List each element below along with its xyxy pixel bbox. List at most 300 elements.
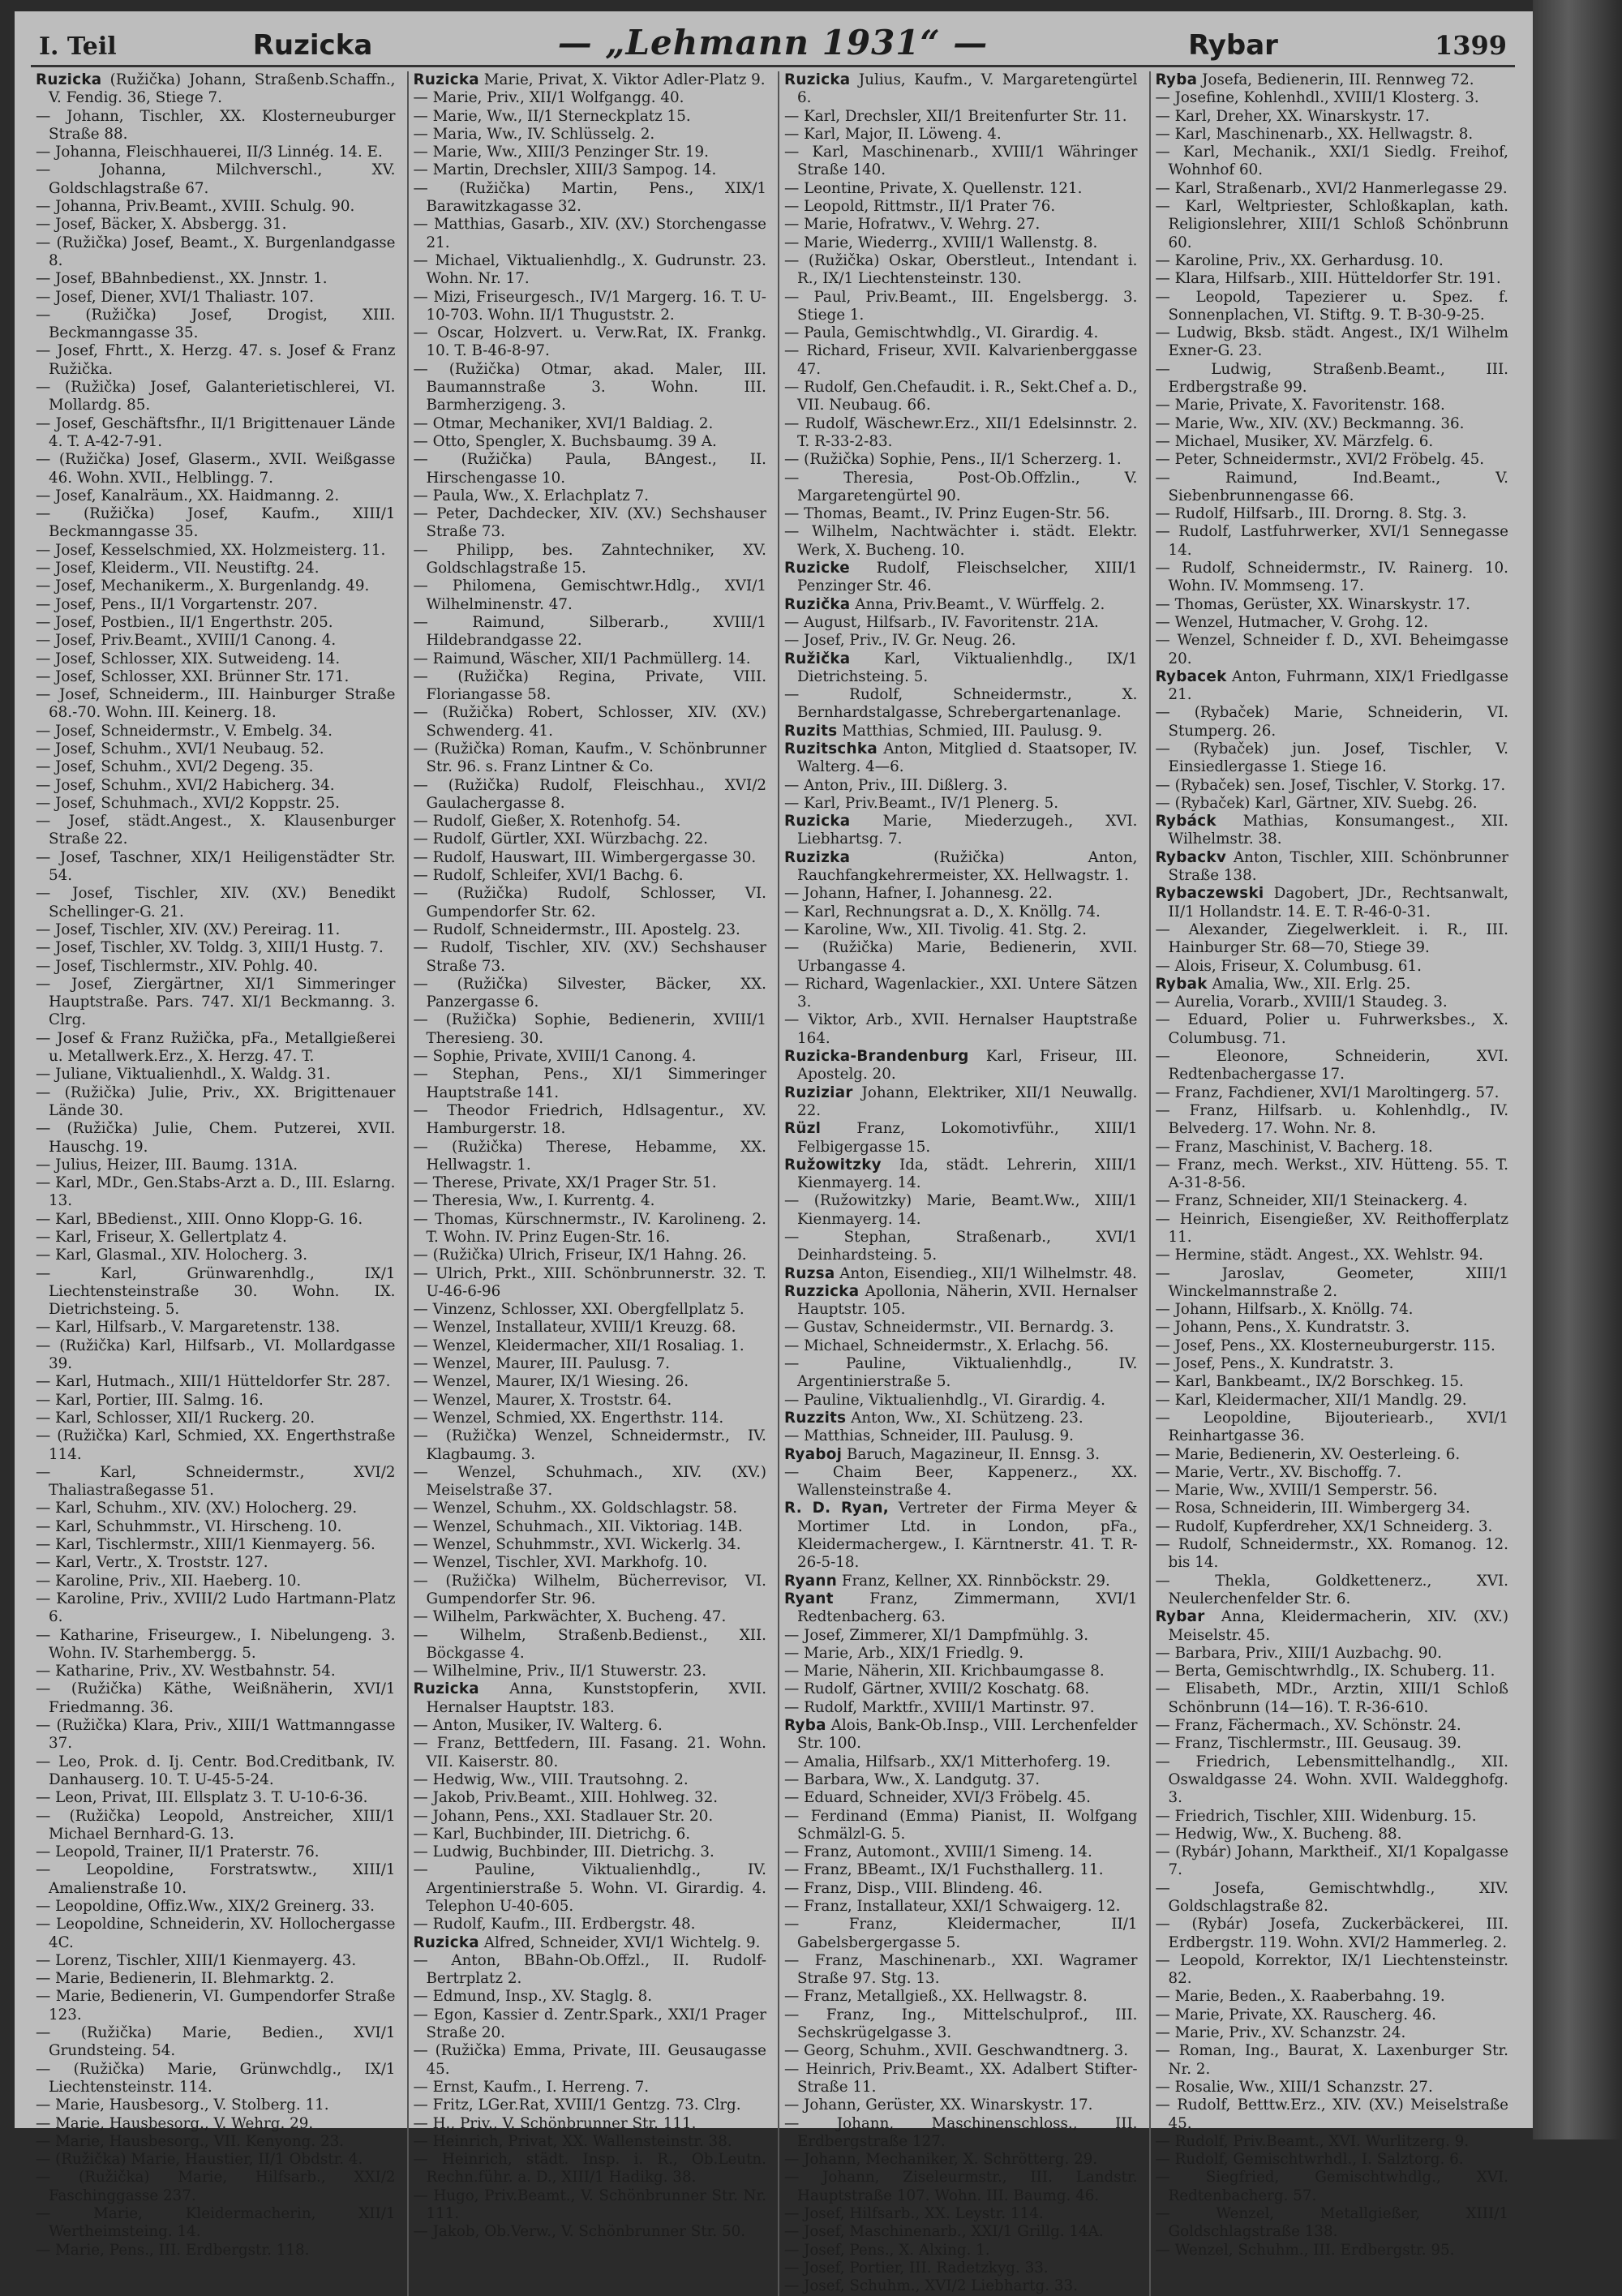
entry-text: — Rudolf, Kaufm., III. Erdbergstr. 48. — [413, 1916, 696, 1933]
entry-text: — Michael, Musiker, XV. Märzfelg. 6. — [1155, 432, 1434, 450]
entry-surname: Ruziziar — [784, 1084, 853, 1101]
entry-text: — Wenzel, Maurer, III. Paulusg. 7. — [413, 1355, 670, 1373]
entry-surname: Ruzicka-Brandenburg — [784, 1048, 969, 1066]
entry-text: — August, Hilfsarb., IV. Favoritenstr. 21A. — [784, 613, 1099, 631]
directory-entry — [36, 632, 396, 650]
entry-text: — Rudolf, Schneidermstr., III. Apostelg. 23. — [413, 921, 740, 938]
directory-entry — [36, 1229, 396, 1247]
directory-entry — [784, 921, 1138, 939]
directory-entry — [36, 342, 396, 379]
entry-text: — Karl, Bankbeamt., IX/2 Borschkeg. 15. — [1155, 1373, 1464, 1391]
entry-text: — Marie, Ww., II/1 Sterneckplatz 15. — [413, 107, 691, 125]
directory-entry — [1156, 1048, 1509, 1084]
directory-entry — [784, 1120, 1138, 1157]
entry-text: — Marie, Priv., XII/1 Wolfgangg. 40. — [413, 89, 684, 107]
entry-text: — Leopoldine, Schneiderin, XV. Hollochergasse 4C. — [36, 1916, 396, 1951]
entry-text: — Marie, Ww., XVIII/1 Semperstr. 56. — [1155, 1482, 1438, 1500]
entry-text: — Stephan, Straßenarb., XVI/1 Deinhardsteing. 5. — [784, 1229, 1138, 1264]
entry-text: — Peter, Dachdecker, XIV. (XV.) Sechshauser Straße 73. — [413, 505, 766, 541]
entry-text: — Josef, Tischler, XV. Toldg. 3, XIII/1 Hustg. 7. — [36, 939, 384, 957]
directory-entry — [1156, 2006, 1509, 2024]
directory-entry — [414, 704, 767, 740]
directory-entry — [414, 126, 767, 144]
entry-surname: Ryba — [1155, 71, 1198, 88]
entry-text: — Vinzenz, Schlosser, XXI. Obergfellplatz 5. — [413, 1301, 744, 1319]
directory-entry — [414, 1337, 767, 1355]
directory-entry — [1156, 1608, 1509, 1645]
directory-entry — [784, 939, 1138, 976]
entry-text: — Philipp, bes. Zahntechniker, XV. Goldschlagstraße 15. — [413, 541, 766, 577]
entry-text: — Ludwig, Straßenb.Beamt., III. Erdbergstraße 99. — [1155, 360, 1508, 397]
directory-entry — [1156, 470, 1509, 506]
entry-text: Baruch, Magazineur, II. Ennsg. 3. — [847, 1445, 1101, 1463]
directory-entry — [1156, 433, 1509, 451]
entry-text: Ida, städt. Lehrerin, XIII/1 Kienmayerg. 14. — [797, 1156, 1138, 1192]
entry-text: — Wenzel, Schneider f. D., XVI. Beheimgasse 20. — [1155, 632, 1508, 667]
entry-text: — Johann, Pens., X. Kundratstr. 3. — [1155, 1319, 1410, 1337]
entry-text: Amalia, Ww., XII. Erlg. 25. — [1212, 975, 1411, 993]
directory-entry — [784, 415, 1138, 452]
entry-text: — (Ružička) Josef, Galanterietischlerei, VI. Mollardg. 85. — [36, 379, 396, 414]
directory-entry — [1156, 1139, 1509, 1157]
directory-entry — [1156, 1916, 1509, 1952]
directory-entry — [36, 1590, 396, 1627]
directory-entry — [784, 885, 1138, 903]
entry-text: — (Ružička) Marie, Bedien., XVI/1 Grundsteing. 54. — [36, 2024, 396, 2060]
directory-entry — [784, 1048, 1138, 1084]
entry-text: — Josef, Portier, III. Radetzkyg. 33. — [784, 2259, 1049, 2277]
entry-text: — Leon, Privat, III. Ellsplatz 3. T. U-10-6-36. — [36, 1789, 368, 1807]
directory-entry — [414, 433, 767, 451]
directory-entry — [36, 885, 396, 921]
entry-text: — Karl, Tischlermstr., XIII/1 Kienmayerg. 56. — [36, 1536, 375, 1554]
entry-text: — Karl, Schneidermstr., XVI/2 Thaliastraßegasse 51. — [36, 1463, 396, 1500]
entry-text: Apollonia, Näherin, XVII. Hernalser Hauptstr. 105. — [797, 1282, 1138, 1319]
directory-entry — [414, 2006, 767, 2043]
directory-entry — [1156, 324, 1509, 361]
entry-text: — Marie, Bedienerin, II. Blehmarktg. 2. — [36, 1970, 335, 1988]
entry-text: — Franz, Fachdiener, XVI/1 Maroltingerg. 57. — [1155, 1084, 1500, 1101]
entry-text: — Karl, Mechanik., XXI/1 Siedlg. Freihof, Wohnhof 60. — [1155, 144, 1508, 179]
entry-text: — (Ružička) Wenzel, Schneidermstr., IV. Klagbaumg. 3. — [413, 1427, 766, 1463]
directory-entry — [1156, 2096, 1509, 2133]
directory-entry — [1156, 1211, 1509, 1247]
directory-entry — [1156, 1753, 1509, 1808]
directory-entry — [1156, 1680, 1509, 1717]
directory-entry — [784, 252, 1138, 289]
directory-entry — [1156, 596, 1509, 614]
entry-text: — Raimund, Wäscher, XII/1 Pachmüllerg. 14. — [413, 650, 751, 667]
entry-text: — Gustav, Schneidermstr., VII. Bernardg. 3. — [784, 1319, 1114, 1337]
entry-text: — Wenzel, Schuhm., III. Erdbergstr. 95. — [1155, 2241, 1455, 2259]
entry-text: — (Ružička) Rudolf, Schlosser, VI. Gumpendorfer Str. 62. — [413, 885, 766, 921]
entry-text: — Franz, Automont., XVIII/1 Simeng. 14. — [784, 1843, 1092, 1861]
entry-text: — Wenzel, Hutmacher, V. Grohg. 12. — [1155, 613, 1429, 631]
directory-entry — [784, 180, 1138, 198]
directory-entry — [36, 2169, 396, 2205]
directory-entry — [414, 1554, 767, 1572]
entry-text: — Josef, Priv.Beamt., XVIII/1 Canong. 4. — [36, 632, 337, 650]
directory-entry — [784, 2223, 1138, 2241]
entry-text: — (Ružička) Marie, Hilfsarb., XXI/2 Faschinggasse 237. — [36, 2169, 396, 2204]
directory-entry — [414, 1301, 767, 1319]
entry-surname: Rüzl — [784, 1120, 822, 1138]
entry-text: — Marie, Private, XX. Rauscherg. 46. — [1155, 2006, 1436, 2023]
entry-text: Rudolf, Fleischselcher, XIII/1 Penzinger Str. 46. — [797, 560, 1138, 595]
directory-entry — [1156, 144, 1509, 180]
directory-entry — [36, 1247, 396, 1264]
entry-text: — Rudolf, Priv.Beamt., XVI. Wurlitzerg. 9. — [1155, 2132, 1470, 2150]
directory-entry — [784, 1680, 1138, 1698]
directory-entry — [1156, 958, 1509, 976]
entry-text: Anton, Mitglied d. Staatsoper, IV. Walterg. 4—6. — [797, 740, 1138, 776]
directory-entry — [36, 1120, 396, 1157]
entry-text: — Ulrich, Prkt., XIII. Schönbrunnerstr. 32. T. U-46-6-96 — [413, 1264, 766, 1300]
directory-entry — [784, 1843, 1138, 1861]
entry-text: — Karl, Schuhm., XIV. (XV.) Holocherg. 29. — [36, 1500, 358, 1517]
directory-entry — [1156, 1843, 1509, 1880]
entry-text: Franz, Lokomotivführ., XIII/1 Felbigergasse 15. — [797, 1120, 1138, 1156]
entry-text: — (Ružička) Wilhelm, Bücherrevisor, VI. Gumpendorfer Str. 96. — [413, 1572, 766, 1607]
entry-text: — Franz, Fächermach., XV. Schönstr. 24. — [1155, 1717, 1461, 1735]
directory-entry — [414, 1735, 767, 1771]
entry-text: — Marie, Näherin, XII. Krichbaumgasse 8. — [784, 1663, 1105, 1680]
entry-text: — Jaroslav, Geometer, XIII/1 Winckelmannstraße 2. — [1155, 1264, 1508, 1300]
entry-surname: Ruzicka — [36, 71, 102, 88]
directory-entry — [414, 1717, 767, 1735]
directory-entry — [784, 126, 1138, 144]
directory-entry — [1156, 126, 1509, 144]
entry-text: — Wenzel, Schuhmach., XIV. (XV.) Meiselstraße 37. — [413, 1463, 766, 1500]
directory-entry — [414, 1373, 767, 1391]
directory-entry — [784, 2096, 1138, 2114]
entry-text: — Marie, Ww., XIII/3 Penzinger Str. 19. — [413, 144, 709, 161]
directory-entry — [414, 361, 767, 415]
entry-text: — Franz, mech. Werkst., XIV. Hütteng. 55. T. A-31-8-56. — [1155, 1156, 1508, 1192]
directory-entry — [36, 668, 396, 686]
directory-entry — [784, 1898, 1138, 1916]
entry-text: — (Rybaček) jun. Josef, Tischler, V. Einsiedlergasse 1. Stiege 16. — [1155, 740, 1508, 776]
directory-entry — [1156, 2205, 1509, 2242]
entry-text: — Wilhelm, Parkwächter, X. Bucheng. 47. — [413, 1608, 727, 1626]
directory-entry — [36, 71, 396, 108]
entry-text: — (Ružička) Josef, Kaufm., XIII/1 Beckmanngasse 35. — [36, 505, 396, 541]
directory-entry — [1156, 1717, 1509, 1735]
directory-entry — [414, 1518, 767, 1536]
directory-entry — [414, 1789, 767, 1807]
column-4 — [1149, 71, 1509, 2296]
entry-text: — H., Priv., V. Schönbrunner Str. 111. — [413, 2114, 697, 2132]
entry-text: — (Ružička) Julie, Chem. Putzerei, XVII. Hauschg. 19. — [36, 1120, 396, 1156]
entry-text: — Josef, Ziergärtner, XI/1 Simmeringer Hauptstraße. Pars. 747. XI/1 Beckmanng. 3. Clrg. — [36, 975, 396, 1029]
entry-text: — (Ružička) Oskar, Oberstleut., Intendant i. R., IX/1 Liechtensteinstr. 130. — [784, 251, 1138, 288]
entry-text: — Paula, Gemischtwhdlg., VI. Girardig. 4. — [784, 324, 1099, 342]
entry-text: — Josef, Geschäftsfhr., II/1 Brigittenauer Lände 4. T. A-42-7-91. — [36, 414, 396, 450]
directory-entry — [414, 1861, 767, 1916]
entry-text: — Egon, Kassier d. Zentr.Spark., XXI/1 Prager Straße 20. — [413, 2006, 766, 2042]
entry-text: — Johanna, Priv.Beamt., XVIII. Schulg. 90. — [36, 198, 355, 216]
entry-text: — Paul, Priv.Beamt., III. Engelsbergg. 3. Stiege 1. — [784, 288, 1138, 324]
entry-text: — Karl, Major, II. Löweng. 4. — [784, 125, 1002, 143]
entry-surname: Ruzicka — [784, 71, 851, 88]
entry-text: — Alois, Friseur, X. Columbusg. 61. — [1155, 957, 1422, 975]
directory-entry — [414, 830, 767, 848]
entry-text: — Barbara, Priv., XIII/1 Auzbachg. 90. — [1155, 1644, 1442, 1662]
directory-entry — [414, 1192, 767, 1210]
entry-text: — Johanna, Milchverschl., XV. Goldschlagstraße 67. — [36, 161, 396, 197]
directory-entry — [784, 2061, 1138, 2097]
entry-text: — Marie, Pens., III. Erdbergstr. 118. — [36, 2241, 310, 2259]
directory-entry — [414, 1663, 767, 1680]
directory-entry — [784, 1265, 1138, 1283]
entry-surname: Ružowitzky — [784, 1156, 882, 1174]
entry-text: — Raimund, Ind.Beamt., V. Siebenbrunnengasse 66. — [1155, 469, 1508, 504]
directory-entry — [784, 1627, 1138, 1645]
entry-text: — Marie, Hausbesorg., VII. Kenyong. 23. — [36, 2132, 345, 2150]
directory-entry — [784, 2115, 1138, 2152]
directory-entry — [414, 777, 767, 813]
entry-text: — Wilhelm, Straßenb.Bedienst., XII. Böckgasse 4. — [413, 1626, 766, 1662]
entry-text: — Rosa, Schneiderin, III. Wimbergerg 34. — [1155, 1500, 1470, 1517]
directory-entry — [1156, 1301, 1509, 1319]
directory-entry — [1156, 1808, 1509, 1826]
entry-text: — Josef, Kanalräum., XX. Haidmanng. 2. — [36, 487, 340, 504]
directory-entry — [1156, 1011, 1509, 1048]
directory-entry — [36, 758, 396, 776]
entry-text: — Rudolf, Wäschewr.Erz., XII/1 Edelsinnstr. 2. T. R-33-2-83. — [784, 414, 1138, 450]
entry-text: — Matthias, Schneider, III. Paulusg. 9. — [784, 1427, 1074, 1445]
directory-entry — [36, 2096, 396, 2114]
entry-text: — Wenzel, Maurer, IX/1 Wiesing. 26. — [413, 1373, 689, 1391]
entry-text: — Karl, Weltpriester, Schloßkaplan, kath. Religionslehrer, XIII/1 Schloß Schönbrunn 60. — [1155, 198, 1508, 251]
directory-entry — [1156, 1247, 1509, 1264]
directory-entry — [36, 596, 396, 614]
directory-entry — [414, 1427, 767, 1464]
directory-entry — [1156, 704, 1509, 740]
directory-entry — [1156, 849, 1509, 886]
directory-entry — [784, 1084, 1138, 1121]
directory-entry — [784, 1808, 1138, 1844]
entry-surname: Ryaboj — [784, 1445, 843, 1463]
directory-entry — [36, 1573, 396, 1590]
directory-entry — [784, 523, 1138, 560]
entry-text: Anna, Kleidermacherin, XIV. (XV.) Meiselstr. 45. — [1168, 1608, 1508, 1644]
directory-entry — [784, 342, 1138, 379]
entry-text: — Josef, Tischler, XIV. (XV.) Benedikt Schellinger-G. 21. — [36, 885, 396, 921]
entry-text: — (Ružička) Regina, Private, VIII. Floriangasse 58. — [413, 667, 766, 704]
entry-text: — (Ružička) Therese, Hebamme, XX. Hellwagstr. 1. — [413, 1138, 766, 1174]
directory-entry — [784, 795, 1138, 813]
directory-entry — [1156, 885, 1509, 921]
directory-entry — [784, 1988, 1138, 2006]
entry-text: — Karl, Grünwarenhdlg., IX/1 Liechtensteinstraße 30. Wohn. IX. Dietrichsteing. 5. — [36, 1264, 396, 1319]
entry-text: — Leopold, Rittmstr., II/1 Prater 76. — [784, 198, 1056, 216]
entry-text: — Heinrich, Privat, XX. Wallensteinstr. 38. — [413, 2132, 732, 2150]
entry-text: — Heinrich, Priv.Beamt., XX. Adalbert Stifter-Straße 11. — [784, 2060, 1138, 2096]
entry-text: — Aurelia, Vorarb., XVIII/1 Staudeg. 3. — [1155, 994, 1448, 1011]
directory-entry — [36, 1373, 396, 1391]
directory-entry — [36, 1916, 396, 1952]
entry-text: — Rudolf, Schneidermstr., IV. Rainerg. 10. Wohn. IV. Mommseng. 17. — [1155, 560, 1508, 595]
entry-surname: Ruzitschka — [784, 740, 878, 757]
entry-text: Marie, Miederzugeh., XVI. Liebhartsg. 7. — [797, 813, 1138, 848]
entry-text: — (Ružička) Marie, Bedienerin, XVII. Urbangasse 4. — [784, 939, 1138, 975]
entry-text: — Johann, Ziseleurmstr., III. Landstr. Hauptstraße 107. Wohn. III. Baumg. 46. — [784, 2169, 1138, 2204]
directory-entry — [1156, 1663, 1509, 1680]
entry-text: — Josef, Maschinenarb., XXI/1 Grillg. 14A. — [784, 2223, 1104, 2241]
directory-entry — [1156, 2169, 1509, 2205]
entry-text: — Karl, Schuhmmstr., VI. Hirscheng. 10. — [36, 1517, 342, 1535]
directory-entry — [36, 1843, 396, 1861]
directory-entry — [414, 451, 767, 487]
directory-entry — [414, 849, 767, 867]
directory-entry — [784, 1446, 1138, 1464]
directory-entry — [36, 1500, 396, 1517]
directory-entry — [36, 505, 396, 542]
directory-entry — [414, 1608, 767, 1626]
entry-columns — [36, 71, 1509, 2295]
directory-entry — [414, 650, 767, 668]
header-rule — [31, 65, 1515, 67]
entry-text: — Leontine, Private, X. Quellenstr. 121. — [784, 179, 1083, 197]
entry-surname: Ruzzicka — [784, 1282, 860, 1300]
entry-text: Karl, Friseur, III. Apostelg. 20. — [797, 1048, 1138, 1084]
entry-text: — (Ružička) Rudolf, Fleischhau., XVI/2 Gaulachergasse 8. — [413, 776, 766, 812]
directory-entry — [414, 1392, 767, 1410]
directory-entry — [784, 1500, 1138, 1572]
entry-text: — Jakob, Priv.Beamt., XIII. Hohlweg. 32. — [413, 1789, 719, 1807]
entry-text: — (Ružička) Silvester, Bäcker, XX. Panzergasse 6. — [413, 975, 766, 1011]
entry-text: — Josefine, Kohlenhdl., XVIII/1 Klosterg. 3. — [1155, 89, 1479, 107]
directory-entry — [1156, 668, 1509, 705]
entry-text: — Wenzel, Installateur, XVIII/1 Kreuzg. 68. — [413, 1319, 736, 1337]
entry-text: — Michael, Viktualienhdlg., X. Gudrunstr. 23. Wohn. Nr. 17. — [413, 251, 766, 288]
entry-text: — (Ružička) Josef, Beamt., X. Burgenlandgasse 8. — [36, 234, 396, 269]
directory-entry — [414, 1500, 767, 1517]
entry-text: — Theresia, Ww., I. Kurrentg. 4. — [413, 1192, 655, 1210]
entry-text: — Marie, Priv., XV. Schanzstr. 24. — [1155, 2024, 1406, 2042]
entry-text: — Josef, Schlosser, XXI. Brünner Str. 171. — [36, 667, 350, 685]
entry-text: — Josef & Franz Ružička, pFa., Metallgießerei u. Metallwerk.Erz., X. Herzg. 47. T. — [36, 1029, 396, 1066]
directory-entry — [784, 1337, 1138, 1355]
entry-text: — Hugo, Priv.Beamt., V. Schönbrunner Str. Nr. 111. — [413, 2187, 766, 2223]
entry-surname: Ruzicka — [413, 1680, 479, 1698]
directory-entry — [1156, 1482, 1509, 1500]
directory-entry — [414, 2079, 767, 2096]
directory-entry — [414, 289, 767, 325]
directory-entry — [414, 144, 767, 161]
entry-text: — (Ružička) Sophie, Bedienerin, XVIII/1 Theresieng. 30. — [413, 1011, 766, 1047]
directory-entry — [36, 1030, 396, 1066]
directory-entry — [784, 1645, 1138, 1663]
directory-entry — [36, 1066, 396, 1084]
directory-entry — [784, 289, 1138, 325]
entry-text: — Therese, Private, XX/1 Prager Str. 51. — [413, 1174, 717, 1192]
entry-text: — Anton, Musiker, IV. Walterg. 6. — [413, 1717, 663, 1735]
directory-entry — [414, 1066, 767, 1102]
directory-entry — [414, 1934, 767, 1952]
entry-text: — Johann, Gerüster, XX. Winarskystr. 17. — [784, 2096, 1093, 2114]
entry-surname: Rybaczewski — [1155, 885, 1264, 903]
entry-text: — Franz, BBeamt., IX/1 Fuchsthallerg. 11. — [784, 1861, 1104, 1879]
entry-text: — (Ružička) Josef, Drogist, XIII. Beckmanngasse 35. — [36, 306, 396, 342]
directory-entry — [36, 976, 396, 1030]
directory-entry — [784, 1663, 1138, 1680]
directory-entry — [36, 542, 396, 560]
entry-text: — Franz, Kleidermacher, II/1 Gabelsbergergasse 5. — [784, 1916, 1138, 1951]
directory-entry — [1156, 1102, 1509, 1139]
entry-text: Anton, Ww., XI. Schützeng. 23. — [851, 1409, 1083, 1427]
directory-entry — [1156, 795, 1509, 813]
directory-entry — [784, 596, 1138, 614]
directory-entry — [36, 234, 396, 271]
directory-entry — [1156, 71, 1509, 89]
directory-entry — [1156, 813, 1509, 849]
directory-entry — [1156, 1157, 1509, 1193]
directory-entry — [1156, 1392, 1509, 1410]
entry-text: — (Ružička) Ulrich, Friseur, IX/1 Hahng. 26. — [413, 1247, 747, 1264]
entry-text: Dagobert, JDr., Rechtsanwalt, II/1 Hollandstr. 14. E. T. R-46-0-31. — [1168, 885, 1508, 921]
entry-text: — Franz, Maschinist, V. Bacherg. 18. — [1155, 1138, 1433, 1156]
entry-text: — (Rybaček) Marie, Schneiderin, VI. Stumperg. 26. — [1155, 704, 1508, 740]
entry-text: — Josef, Pens., X. Kundratstr. 3. — [1155, 1355, 1394, 1373]
entry-text: — Franz, Installateur, XXI/1 Schwaigerg. 12. — [784, 1897, 1121, 1915]
directory-entry — [784, 777, 1138, 795]
entry-text: Franz, Kellner, XX. Rinnböckstr. 29. — [841, 1572, 1110, 1590]
directory-entry — [36, 2061, 396, 2097]
entry-text: — Josef, BBahnbedienst., XX. Jnnstr. 1. — [36, 270, 328, 288]
entry-text: — Johann, Mechaniker, X. Schrötterg. 29. — [784, 2151, 1098, 2169]
entry-text: — Franz, Metallgieß., XX. Hellwagstr. 8. — [784, 1988, 1088, 2006]
directory-entry — [784, 505, 1138, 523]
directory-entry — [414, 2133, 767, 2151]
entry-surname: Ruzits — [784, 722, 838, 740]
entry-text: — Karl, Kleidermacher, XII/1 Mandlg. 29. — [1155, 1391, 1467, 1409]
entry-text: Matthias, Schmied, III. Paulusg. 9. — [842, 722, 1103, 740]
left-running-head: Ruzicka — [252, 29, 373, 62]
entry-text: — Karl, Maschinenarb., XVIII/1 Währinger Straße 140. — [784, 144, 1138, 179]
directory-entry — [784, 198, 1138, 216]
page-number: 1399 — [1434, 30, 1507, 61]
entry-text: — Wenzel, Metallgießer, XIII/1 Goldschlagstraße 138. — [1155, 2205, 1508, 2241]
page-header — [39, 23, 1507, 63]
entry-text: — Josef, Tischler, XIV. (XV.) Pereirag. 11. — [36, 921, 341, 938]
entry-text: — Rudolf, Schneidermstr., X. Bernhardstalgasse, Schrebergartenanlage. — [784, 686, 1138, 722]
directory-entry — [36, 108, 396, 144]
directory-entry — [414, 1627, 767, 1663]
directory-entry — [36, 1808, 396, 1844]
entry-text: — Marie, Bedienerin, XV. Oesterleing. 6. — [1155, 1445, 1461, 1463]
directory-entry — [414, 1573, 767, 1609]
directory-entry — [36, 1536, 396, 1554]
entry-text: — Franz, Hilfsarb. u. Kohlenhdlg., IV. Belvederg. 17. Wohn. Nr. 8. — [1155, 1101, 1508, 1138]
directory-entry — [36, 1464, 396, 1500]
entry-text: — Karl, Hilfsarb., V. Margaretenstr. 138. — [36, 1319, 341, 1337]
entry-text: — Hedwig, Ww., X. Bucheng. 88. — [1155, 1825, 1402, 1843]
entry-text: — Josef, Mechanikerm., X. Burgenlandg. 49. — [36, 577, 370, 595]
directory-entry — [414, 2223, 767, 2241]
directory-entry — [36, 1392, 396, 1410]
entry-text: — Josef, Hilfsarb., XX. Leystr. 114. — [784, 2205, 1044, 2223]
directory-entry — [1156, 415, 1509, 433]
directory-entry — [784, 650, 1138, 687]
entry-text: — Rudolf, Gürtler, XXI. Würzbachg. 22. — [413, 830, 708, 848]
directory-entry — [1156, 2151, 1509, 2169]
entry-text: — Karoline, Priv., XX. Gerhardusg. 10. — [1155, 251, 1444, 269]
directory-entry — [784, 1229, 1138, 1265]
part-label: I. Teil — [39, 32, 117, 61]
directory-entry — [414, 487, 767, 505]
